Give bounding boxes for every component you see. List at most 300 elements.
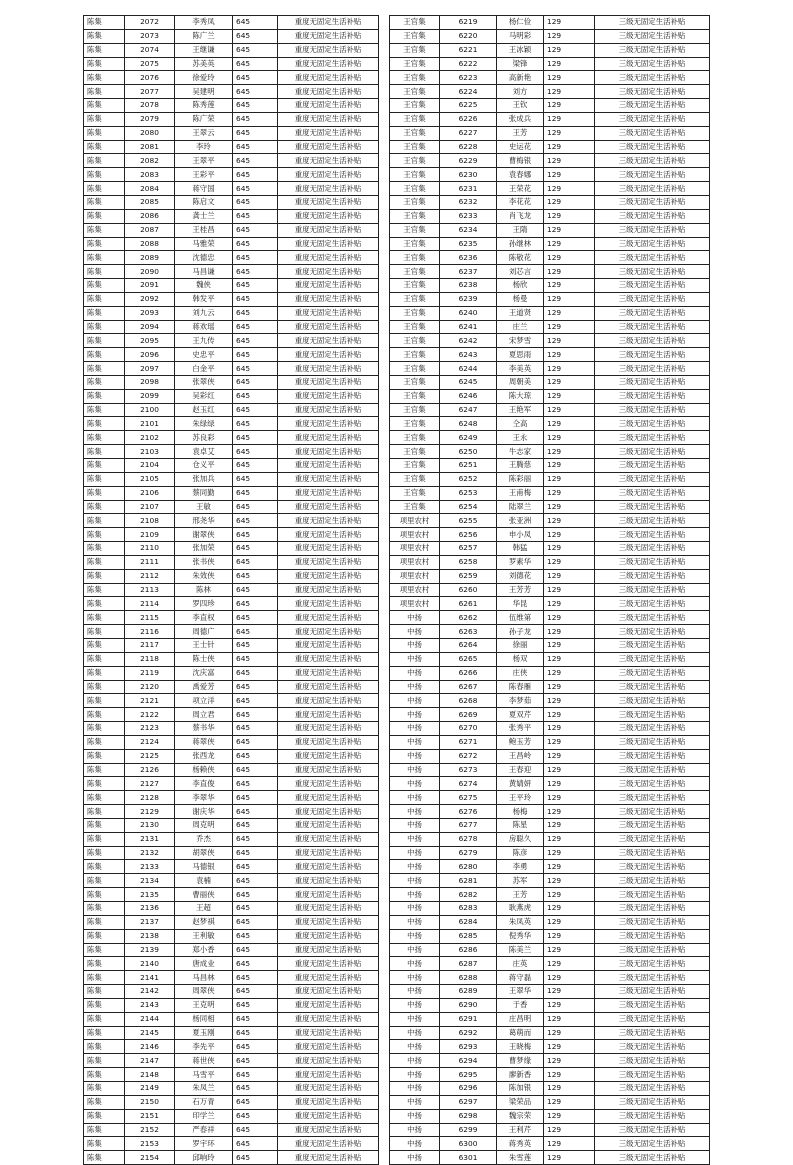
name-cell: 杨曼 — [497, 292, 544, 306]
serial-cell: 6296 — [440, 1081, 497, 1095]
category-cell: 重度无固定生活补贴 — [278, 1123, 379, 1137]
town-cell: 中扬 — [390, 763, 440, 777]
name-cell: 蔡同勤 — [175, 486, 233, 500]
name-cell: 王翠华 — [497, 985, 544, 999]
amount-cell: 645 — [233, 514, 278, 528]
town-cell: 陈集 — [84, 888, 125, 902]
category-cell: 重度无固定生活补贴 — [278, 1054, 379, 1068]
name-cell: 蒋守国 — [175, 182, 233, 196]
amount-cell: 645 — [233, 43, 278, 57]
town-cell: 陈集 — [84, 846, 125, 860]
town-cell: 王官集 — [390, 99, 440, 113]
name-cell: 陈星 — [497, 818, 544, 832]
category-cell: 三级无固定生活补贴 — [595, 1026, 710, 1040]
table-row — [84, 832, 379, 846]
table-row — [84, 652, 379, 666]
town-cell: 王官集 — [390, 223, 440, 237]
table-row — [84, 874, 379, 888]
category-cell: 三级无固定生活补贴 — [595, 1123, 710, 1137]
category-cell: 三级无固定生活补贴 — [595, 514, 710, 528]
town-cell: 项里农村 — [390, 583, 440, 597]
table-row — [84, 777, 379, 791]
table-row — [84, 555, 379, 569]
table-row — [84, 805, 379, 819]
category-cell: 三级无固定生活补贴 — [595, 555, 710, 569]
town-cell: 王官集 — [390, 500, 440, 514]
category-cell: 重度无固定生活补贴 — [278, 320, 379, 334]
serial-cell: 6299 — [440, 1123, 497, 1137]
amount-cell: 129 — [544, 362, 595, 376]
serial-cell: 2131 — [125, 832, 175, 846]
table-row — [390, 251, 710, 265]
serial-cell: 6278 — [440, 832, 497, 846]
town-cell: 中扬 — [390, 1040, 440, 1054]
amount-cell: 129 — [544, 182, 595, 196]
category-cell: 重度无固定生活补贴 — [278, 237, 379, 251]
table-row — [390, 99, 710, 113]
amount-cell: 645 — [233, 971, 278, 985]
town-cell: 中扬 — [390, 998, 440, 1012]
category-cell: 重度无固定生活补贴 — [278, 846, 379, 860]
serial-cell: 2106 — [125, 486, 175, 500]
town-cell: 陈集 — [84, 874, 125, 888]
town-cell: 王官集 — [390, 431, 440, 445]
town-cell: 陈集 — [84, 85, 125, 99]
serial-cell: 6292 — [440, 1026, 497, 1040]
town-cell: 陈集 — [84, 818, 125, 832]
name-cell: 韩发平 — [175, 292, 233, 306]
amount-cell: 645 — [233, 998, 278, 1012]
town-cell: 王官集 — [390, 140, 440, 154]
amount-cell: 129 — [544, 1068, 595, 1082]
town-cell: 陈集 — [84, 791, 125, 805]
serial-cell: 2094 — [125, 320, 175, 334]
serial-cell: 6256 — [440, 528, 497, 542]
name-cell: 罗四珍 — [175, 597, 233, 611]
town-cell: 陈集 — [84, 1081, 125, 1095]
table-row — [390, 985, 710, 999]
town-cell: 陈集 — [84, 998, 125, 1012]
town-cell: 陈集 — [84, 334, 125, 348]
amount-cell: 645 — [233, 182, 278, 196]
category-cell: 三级无固定生活补贴 — [595, 43, 710, 57]
town-cell: 陈集 — [84, 1109, 125, 1123]
amount-cell: 129 — [544, 805, 595, 819]
amount-cell: 129 — [544, 306, 595, 320]
town-cell: 陈集 — [84, 555, 125, 569]
table-row — [84, 403, 379, 417]
name-cell: 李直俊 — [175, 777, 233, 791]
category-cell: 三级无固定生活补贴 — [595, 638, 710, 652]
name-cell: 耿燕虎 — [497, 902, 544, 916]
town-cell: 陈集 — [84, 223, 125, 237]
name-cell: 王艳军 — [497, 403, 544, 417]
category-cell: 重度无固定生活补贴 — [278, 805, 379, 819]
serial-cell: 6271 — [440, 735, 497, 749]
serial-cell: 2142 — [125, 985, 175, 999]
town-cell: 陈集 — [84, 1054, 125, 1068]
table-row — [390, 805, 710, 819]
amount-cell: 129 — [544, 1026, 595, 1040]
town-cell: 中扬 — [390, 777, 440, 791]
amount-cell: 129 — [544, 1054, 595, 1068]
name-cell: 蒋守磊 — [497, 971, 544, 985]
serial-cell: 6298 — [440, 1109, 497, 1123]
name-cell: 郑小香 — [175, 943, 233, 957]
name-cell: 蒋世侠 — [175, 1054, 233, 1068]
name-cell: 曹丽侠 — [175, 888, 233, 902]
name-cell: 杨同相 — [175, 1012, 233, 1026]
category-cell: 重度无固定生活补贴 — [278, 362, 379, 376]
table-row — [390, 708, 710, 722]
amount-cell: 645 — [233, 666, 278, 680]
amount-cell: 645 — [233, 1123, 278, 1137]
name-cell: 李花花 — [497, 195, 544, 209]
amount-cell: 129 — [544, 583, 595, 597]
table-row — [84, 389, 379, 403]
name-cell: 邢尧华 — [175, 514, 233, 528]
category-cell: 重度无固定生活补贴 — [278, 528, 379, 542]
serial-cell: 2123 — [125, 722, 175, 736]
name-cell: 苏军 — [497, 874, 544, 888]
serial-cell: 6228 — [440, 140, 497, 154]
category-cell: 三级无固定生活补贴 — [595, 763, 710, 777]
name-cell: 陈大琼 — [497, 389, 544, 403]
name-cell: 谢翠侠 — [175, 528, 233, 542]
town-cell: 陈集 — [84, 209, 125, 223]
serial-cell: 2100 — [125, 403, 175, 417]
amount-cell: 645 — [233, 279, 278, 293]
name-cell: 鲍玉芳 — [497, 735, 544, 749]
name-cell: 朱绿绿 — [175, 417, 233, 431]
table-row — [84, 445, 379, 459]
town-cell: 陈集 — [84, 583, 125, 597]
table-row — [84, 195, 379, 209]
name-cell: 陈春雁 — [497, 680, 544, 694]
town-cell: 陈集 — [84, 985, 125, 999]
amount-cell: 129 — [544, 99, 595, 113]
town-cell: 王官集 — [390, 403, 440, 417]
town-cell: 王官集 — [390, 389, 440, 403]
name-cell: 罗素华 — [497, 555, 544, 569]
table-row — [84, 223, 379, 237]
name-cell: 徐爱玲 — [175, 71, 233, 85]
name-cell: 杨梅 — [497, 805, 544, 819]
name-cell: 申小凤 — [497, 528, 544, 542]
name-cell: 梁荣品 — [497, 1095, 544, 1109]
town-cell: 王官集 — [390, 375, 440, 389]
name-cell: 王永 — [497, 431, 544, 445]
serial-cell: 6279 — [440, 846, 497, 860]
name-cell: 张加荣 — [175, 542, 233, 556]
amount-cell: 129 — [544, 223, 595, 237]
category-cell: 三级无固定生活补贴 — [595, 389, 710, 403]
town-cell: 中扬 — [390, 888, 440, 902]
table-row — [390, 569, 710, 583]
name-cell: 张翠侠 — [175, 375, 233, 389]
table-row — [390, 957, 710, 971]
town-cell: 陈集 — [84, 860, 125, 874]
table-row — [84, 860, 379, 874]
name-cell: 陈加银 — [497, 1081, 544, 1095]
serial-cell: 6263 — [440, 625, 497, 639]
amount-cell: 129 — [544, 43, 595, 57]
amount-cell: 645 — [233, 154, 278, 168]
category-cell: 三级无固定生活补贴 — [595, 209, 710, 223]
amount-cell: 645 — [233, 528, 278, 542]
amount-cell: 645 — [233, 195, 278, 209]
town-cell: 陈集 — [84, 71, 125, 85]
name-cell: 沈德忠 — [175, 251, 233, 265]
category-cell: 三级无固定生活补贴 — [595, 860, 710, 874]
amount-cell: 645 — [233, 915, 278, 929]
serial-cell: 2099 — [125, 389, 175, 403]
serial-cell: 2101 — [125, 417, 175, 431]
category-cell: 三级无固定生活补贴 — [595, 597, 710, 611]
town-cell: 陈集 — [84, 472, 125, 486]
category-cell: 重度无固定生活补贴 — [278, 389, 379, 403]
category-cell: 三级无固定生活补贴 — [595, 362, 710, 376]
table-row — [84, 1054, 379, 1068]
serial-cell: 2138 — [125, 929, 175, 943]
table-row — [390, 472, 710, 486]
town-cell: 陈集 — [84, 29, 125, 43]
name-cell: 陈敬花 — [497, 251, 544, 265]
category-cell: 三级无固定生活补贴 — [595, 472, 710, 486]
name-cell: 魏宗荣 — [497, 1109, 544, 1123]
amount-cell: 645 — [233, 251, 278, 265]
table-row — [84, 168, 379, 182]
category-cell: 三级无固定生活补贴 — [595, 791, 710, 805]
serial-cell: 2088 — [125, 237, 175, 251]
serial-cell: 2092 — [125, 292, 175, 306]
name-cell: 陈士侠 — [175, 652, 233, 666]
category-cell: 重度无固定生活补贴 — [278, 514, 379, 528]
category-cell: 重度无固定生活补贴 — [278, 1012, 379, 1026]
amount-cell: 645 — [233, 306, 278, 320]
table-row — [84, 888, 379, 902]
serial-cell: 6284 — [440, 915, 497, 929]
serial-cell: 2132 — [125, 846, 175, 860]
serial-cell: 6227 — [440, 126, 497, 140]
amount-cell: 645 — [233, 99, 278, 113]
town-cell: 中扬 — [390, 1151, 440, 1165]
table-row — [84, 971, 379, 985]
category-cell: 三级无固定生活补贴 — [595, 583, 710, 597]
name-cell: 赵梦祺 — [175, 915, 233, 929]
amount-cell: 645 — [233, 445, 278, 459]
table-row — [390, 71, 710, 85]
amount-cell: 645 — [233, 209, 278, 223]
amount-cell: 645 — [233, 112, 278, 126]
serial-cell: 2146 — [125, 1040, 175, 1054]
serial-cell: 2144 — [125, 1012, 175, 1026]
name-cell: 朱凤英 — [497, 915, 544, 929]
category-cell: 三级无固定生活补贴 — [595, 195, 710, 209]
name-cell: 张亚洲 — [497, 514, 544, 528]
serial-cell: 6259 — [440, 569, 497, 583]
town-cell: 陈集 — [84, 902, 125, 916]
amount-cell: 645 — [233, 542, 278, 556]
amount-cell: 129 — [544, 1151, 595, 1165]
name-cell: 李直权 — [175, 611, 233, 625]
category-cell: 重度无固定生活补贴 — [278, 182, 379, 196]
serial-cell: 2086 — [125, 209, 175, 223]
town-cell: 陈集 — [84, 112, 125, 126]
serial-cell: 6252 — [440, 472, 497, 486]
town-cell: 中扬 — [390, 1095, 440, 1109]
town-cell: 中扬 — [390, 902, 440, 916]
table-row — [84, 597, 379, 611]
serial-cell: 6283 — [440, 902, 497, 916]
category-cell: 三级无固定生活补贴 — [595, 1012, 710, 1026]
amount-cell: 645 — [233, 1137, 278, 1151]
serial-cell: 2126 — [125, 763, 175, 777]
amount-cell: 645 — [233, 597, 278, 611]
amount-cell: 129 — [544, 915, 595, 929]
amount-cell: 129 — [544, 209, 595, 223]
name-cell: 禹爱芳 — [175, 680, 233, 694]
town-cell: 王官集 — [390, 486, 440, 500]
category-cell: 三级无固定生活补贴 — [595, 459, 710, 473]
category-cell: 重度无固定生活补贴 — [278, 334, 379, 348]
amount-cell: 645 — [233, 403, 278, 417]
category-cell: 重度无固定生活补贴 — [278, 971, 379, 985]
name-cell: 龚士兰 — [175, 209, 233, 223]
town-cell: 陈集 — [84, 140, 125, 154]
table-row — [84, 625, 379, 639]
name-cell: 陈彦 — [497, 846, 544, 860]
category-cell: 重度无固定生活补贴 — [278, 154, 379, 168]
amount-cell: 645 — [233, 638, 278, 652]
name-cell: 周立君 — [175, 708, 233, 722]
amount-cell: 645 — [233, 652, 278, 666]
name-cell: 罗宇环 — [175, 1137, 233, 1151]
town-cell: 陈集 — [84, 16, 125, 30]
town-cell: 陈集 — [84, 292, 125, 306]
category-cell: 三级无固定生活补贴 — [595, 943, 710, 957]
serial-cell: 6282 — [440, 888, 497, 902]
town-cell: 中扬 — [390, 1068, 440, 1082]
table-row — [84, 791, 379, 805]
table-row — [84, 154, 379, 168]
category-cell: 重度无固定生活补贴 — [278, 777, 379, 791]
name-cell: 周朝美 — [497, 375, 544, 389]
name-cell: 王桂昌 — [175, 223, 233, 237]
category-cell: 三级无固定生活补贴 — [595, 403, 710, 417]
amount-cell: 129 — [544, 625, 595, 639]
table-row — [390, 694, 710, 708]
serial-cell: 2110 — [125, 542, 175, 556]
name-cell: 王春迎 — [497, 763, 544, 777]
table-row — [390, 832, 710, 846]
table-row — [390, 915, 710, 929]
amount-cell: 129 — [544, 874, 595, 888]
amount-cell: 645 — [233, 472, 278, 486]
town-cell: 中扬 — [390, 735, 440, 749]
town-cell: 陈集 — [84, 251, 125, 265]
town-cell: 项里农村 — [390, 514, 440, 528]
name-cell: 李翠华 — [175, 791, 233, 805]
table-row — [390, 1026, 710, 1040]
table-row — [84, 126, 379, 140]
category-cell: 三级无固定生活补贴 — [595, 985, 710, 999]
category-cell: 重度无固定生活补贴 — [278, 902, 379, 916]
category-cell: 重度无固定生活补贴 — [278, 265, 379, 279]
serial-cell: 6262 — [440, 611, 497, 625]
category-cell: 三级无固定生活补贴 — [595, 168, 710, 182]
serial-cell: 6222 — [440, 57, 497, 71]
serial-cell: 2073 — [125, 29, 175, 43]
table-row — [84, 583, 379, 597]
category-cell: 三级无固定生活补贴 — [595, 279, 710, 293]
name-cell: 蔡书华 — [175, 722, 233, 736]
amount-cell: 129 — [544, 971, 595, 985]
serial-cell: 2118 — [125, 652, 175, 666]
serial-cell: 2125 — [125, 749, 175, 763]
serial-cell: 2083 — [125, 168, 175, 182]
table-row — [84, 1012, 379, 1026]
amount-cell: 129 — [544, 251, 595, 265]
town-cell: 中扬 — [390, 1054, 440, 1068]
table-row — [84, 375, 379, 389]
serial-cell: 2075 — [125, 57, 175, 71]
amount-cell: 645 — [233, 265, 278, 279]
category-cell: 三级无固定生活补贴 — [595, 888, 710, 902]
name-cell: 陈林 — [175, 583, 233, 597]
amount-cell: 645 — [233, 71, 278, 85]
name-cell: 伍维第 — [497, 611, 544, 625]
serial-cell: 2117 — [125, 638, 175, 652]
town-cell: 陈集 — [84, 971, 125, 985]
name-cell: 苏良彩 — [175, 431, 233, 445]
table-row — [390, 1123, 710, 1137]
category-cell: 重度无固定生活补贴 — [278, 915, 379, 929]
town-cell: 陈集 — [84, 417, 125, 431]
amount-cell: 645 — [233, 223, 278, 237]
serial-cell: 6220 — [440, 29, 497, 43]
serial-cell: 2139 — [125, 943, 175, 957]
table-row — [84, 140, 379, 154]
table-row — [84, 334, 379, 348]
table-row — [390, 846, 710, 860]
category-cell: 三级无固定生活补贴 — [595, 112, 710, 126]
serial-cell: 6266 — [440, 666, 497, 680]
serial-cell: 6258 — [440, 555, 497, 569]
town-cell: 陈集 — [84, 279, 125, 293]
table-row — [390, 1137, 710, 1151]
category-cell: 三级无固定生活补贴 — [595, 680, 710, 694]
category-cell: 三级无固定生活补贴 — [595, 1151, 710, 1165]
name-cell: 华昆 — [497, 597, 544, 611]
name-cell: 朱效侠 — [175, 569, 233, 583]
serial-cell: 6291 — [440, 1012, 497, 1026]
left-roster-table — [83, 15, 379, 1165]
category-cell: 三级无固定生活补贴 — [595, 223, 710, 237]
amount-cell: 645 — [233, 680, 278, 694]
category-cell: 重度无固定生活补贴 — [278, 722, 379, 736]
amount-cell: 645 — [233, 431, 278, 445]
category-cell: 重度无固定生活补贴 — [278, 638, 379, 652]
table-row — [84, 749, 379, 763]
table-row — [390, 500, 710, 514]
category-cell: 三级无固定生活补贴 — [595, 846, 710, 860]
serial-cell: 2113 — [125, 583, 175, 597]
name-cell: 王利芹 — [497, 1123, 544, 1137]
town-cell: 王官集 — [390, 29, 440, 43]
serial-cell: 2090 — [125, 265, 175, 279]
category-cell: 三级无固定生活补贴 — [595, 320, 710, 334]
